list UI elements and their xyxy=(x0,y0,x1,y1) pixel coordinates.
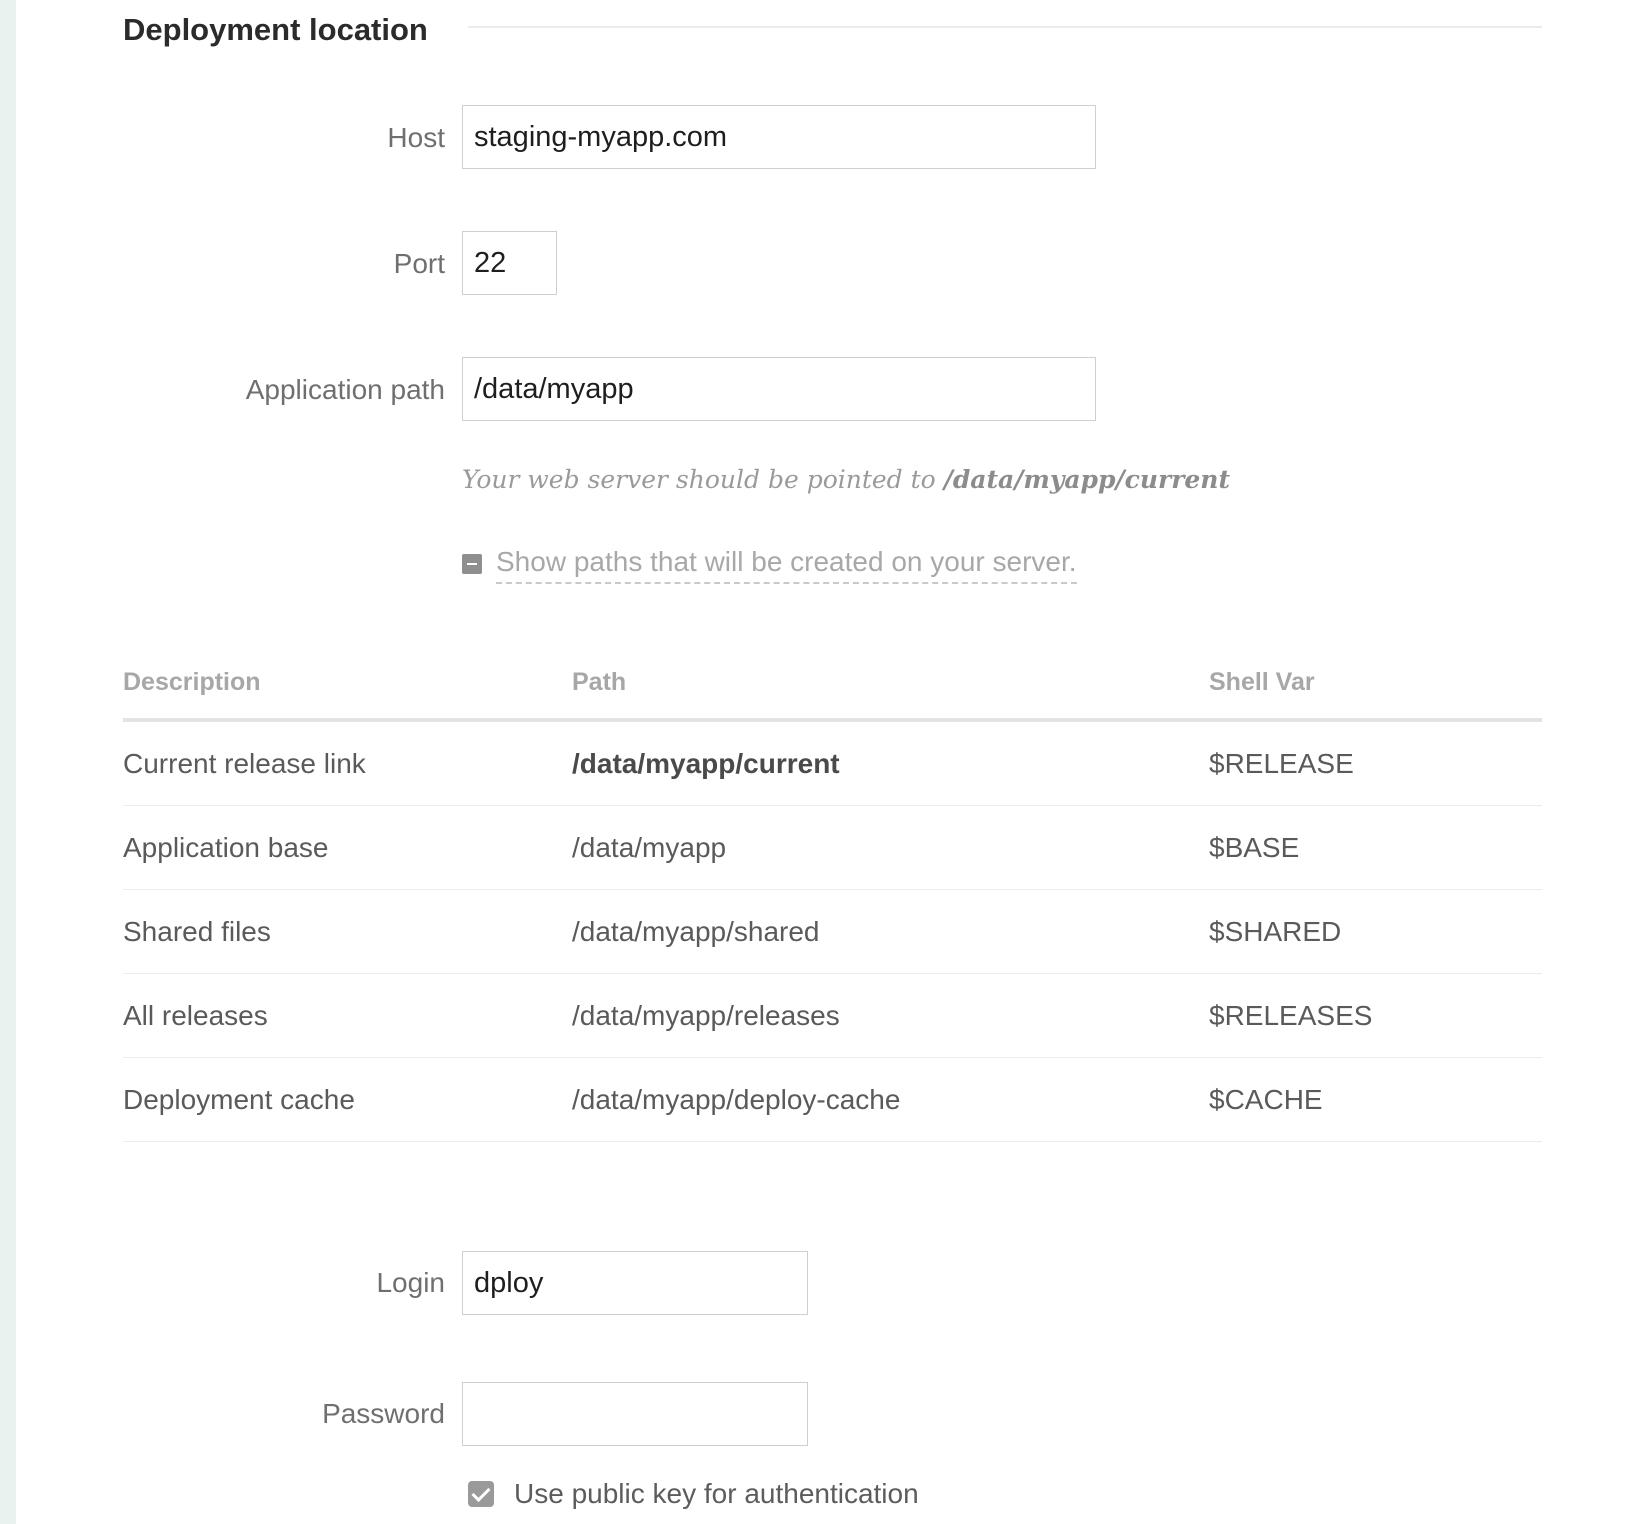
port-label: Port xyxy=(393,248,445,279)
section-title: Deployment location xyxy=(123,12,428,47)
collapse-minus-icon[interactable] xyxy=(462,554,482,574)
row-path: /data/myapp xyxy=(572,806,1209,890)
application-path-label: Application path xyxy=(245,374,445,405)
table-row xyxy=(123,1058,1542,1142)
web-server-hint xyxy=(462,462,1230,498)
host-input[interactable] xyxy=(462,105,1096,169)
table-row xyxy=(123,720,1542,806)
password-label: Password xyxy=(322,1398,445,1429)
deployment-location-panel xyxy=(16,0,1628,1524)
row-path: /data/myapp/deploy-cache xyxy=(572,1058,1209,1142)
application-path-input[interactable] xyxy=(462,357,1096,421)
public-key-checkbox[interactable] xyxy=(468,1481,494,1507)
show-paths-toggle[interactable] xyxy=(462,544,1077,584)
password-input[interactable] xyxy=(462,1382,808,1446)
column-header-shell-var: Shell Var xyxy=(1209,668,1542,720)
row-path: /data/myapp/releases xyxy=(572,974,1209,1058)
row-description: Current release link xyxy=(123,720,572,806)
server-paths-table xyxy=(123,668,1542,1142)
table-row xyxy=(123,890,1542,974)
row-path: /data/myapp/current xyxy=(572,720,1209,806)
port-input[interactable] xyxy=(462,231,557,295)
row-shell-var: $SHARED xyxy=(1209,890,1542,974)
hint-text: Your web server should be pointed to xyxy=(462,465,936,494)
login-label: Login xyxy=(376,1267,445,1298)
row-description: Shared files xyxy=(123,890,572,974)
column-header-path: Path xyxy=(572,668,1209,720)
show-paths-link[interactable]: Show paths that will be created on your server. xyxy=(496,544,1077,584)
section-divider xyxy=(468,26,1542,28)
public-key-label[interactable]: Use public key for authentication xyxy=(514,1478,919,1509)
table-header-row xyxy=(123,668,1542,720)
hint-path: /data/myapp/current xyxy=(943,465,1231,494)
table-row xyxy=(123,806,1542,890)
row-description: Deployment cache xyxy=(123,1058,572,1142)
table-row xyxy=(123,974,1542,1058)
login-input[interactable] xyxy=(462,1251,808,1315)
row-shell-var: $BASE xyxy=(1209,806,1542,890)
row-shell-var: $RELEASE xyxy=(1209,720,1542,806)
column-header-description: Description xyxy=(123,668,572,720)
row-description: All releases xyxy=(123,974,572,1058)
row-path: /data/myapp/shared xyxy=(572,890,1209,974)
public-key-option[interactable] xyxy=(468,1476,919,1512)
row-description: Application base xyxy=(123,806,572,890)
row-shell-var: $CACHE xyxy=(1209,1058,1542,1142)
row-shell-var: $RELEASES xyxy=(1209,974,1542,1058)
host-label: Host xyxy=(387,122,445,153)
